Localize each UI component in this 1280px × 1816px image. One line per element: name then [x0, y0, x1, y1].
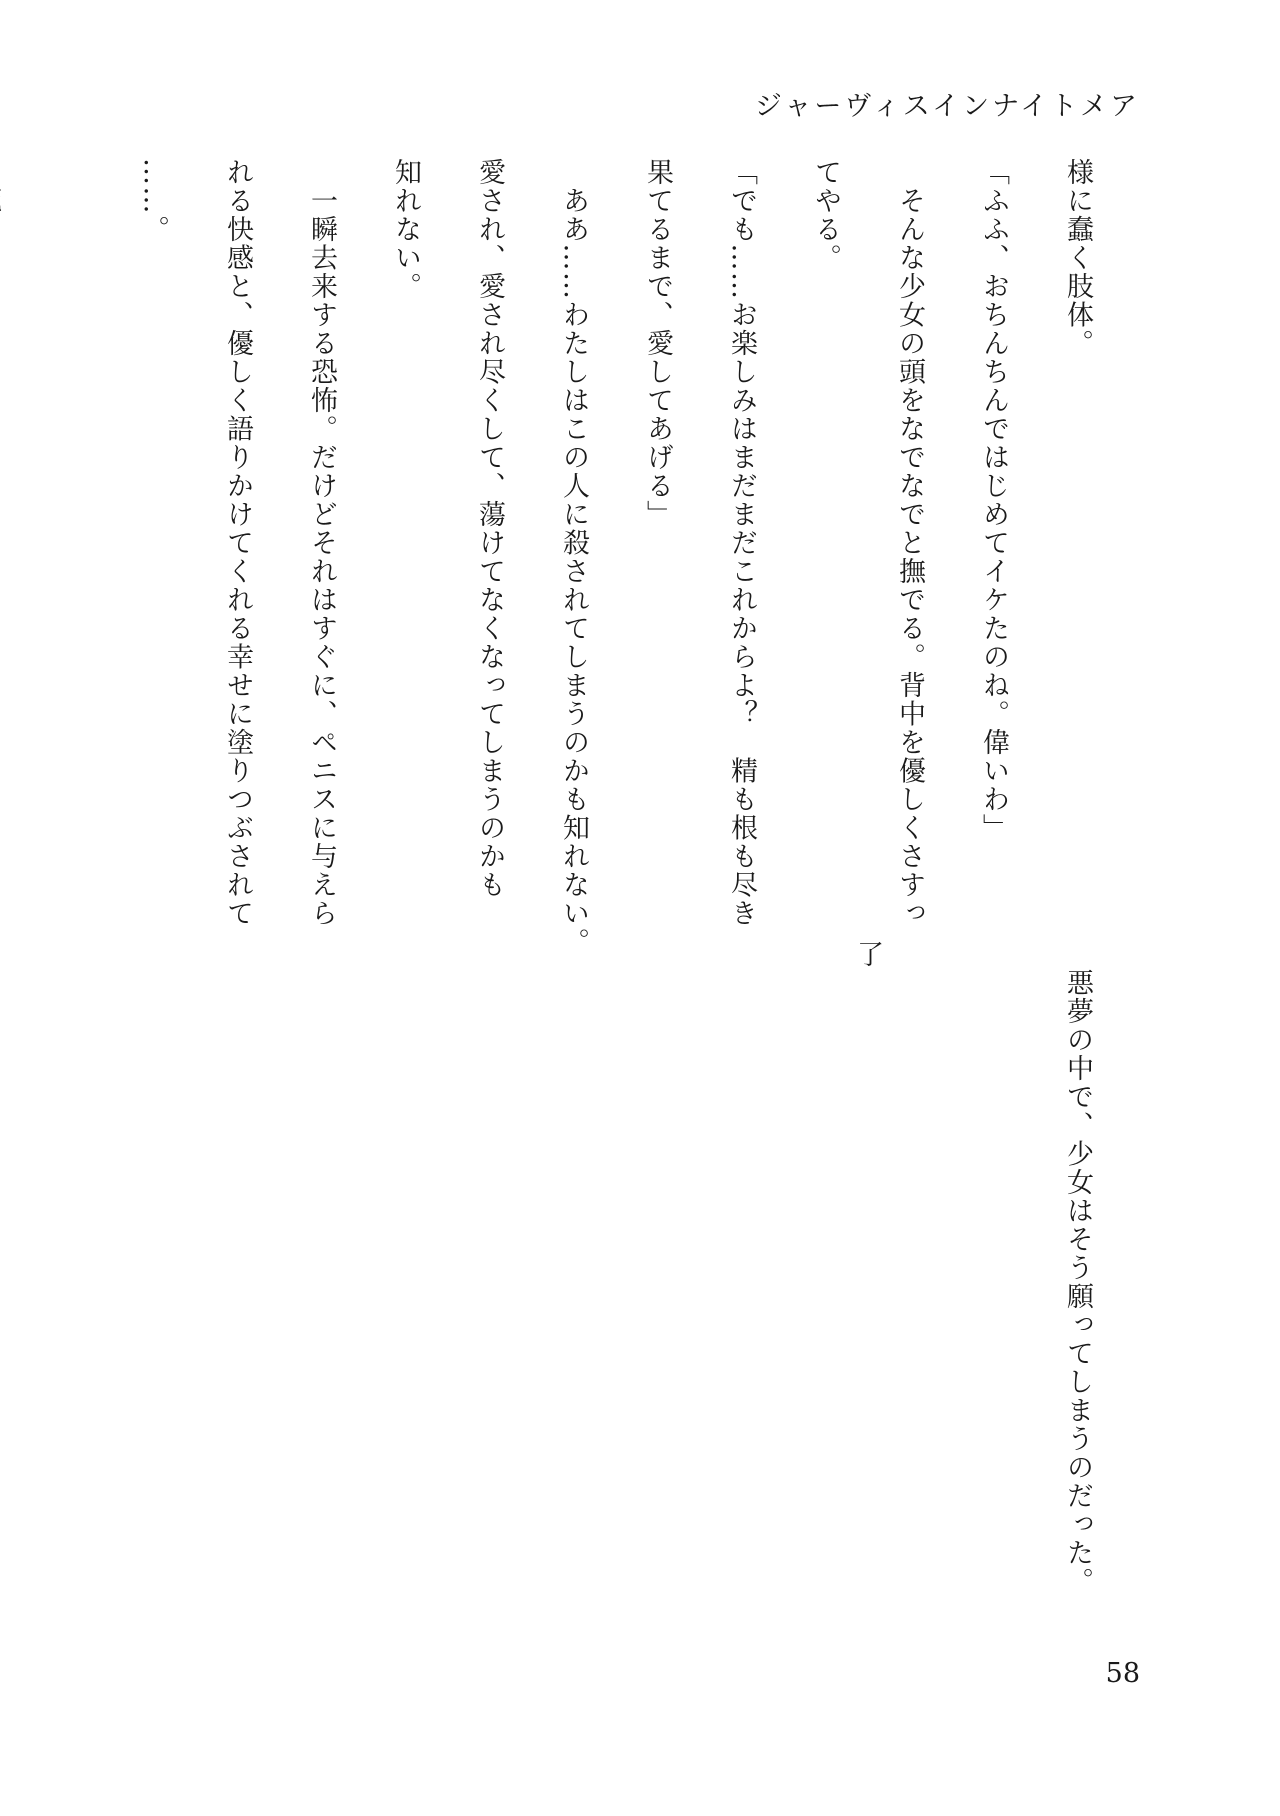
text-line: 果てるまで、愛してあげる」: [642, 158, 673, 529]
vertical-body-text-lower: [140, 940, 1140, 1660]
text-line: そんな少女の頭をなでなでと撫でる。背中を優しくさすっ: [894, 158, 925, 928]
text-line: 一瞬去来する恐怖。だけどそれはすぐに、ペニスに与えら: [306, 158, 337, 928]
text-line: ああ……わたしはこの人に殺されてしまうのかも知れない。: [558, 158, 589, 956]
running-header-title: ジャーヴィスインナイトメア: [754, 91, 1140, 122]
page-number: 58: [1105, 1658, 1140, 1689]
blank-line: [972, 940, 1014, 1660]
text-line: ……。: [138, 158, 169, 244]
text-line: てやる。: [810, 158, 841, 272]
text-line: 知れない。: [390, 158, 421, 301]
blank-line: [48, 158, 90, 1628]
text-line: れる快感と、優しく語りかけてくれる幸せに塗りつぶされて: [222, 158, 253, 928]
text-line: 愛され、愛され尽くして、蕩けてなくなってしまうのかも: [474, 158, 505, 899]
text-line: [0, 158, 6, 1628]
text-line: 「ふふ、おちんちんではじめてイケたのね。偉いわ」: [978, 158, 1009, 842]
text-line: 悪夢の中で、少女はそう願ってしまうのだった。: [1062, 940, 1093, 1596]
text-line: 様に蠢く肢体。: [1062, 158, 1093, 358]
text-line: 「でも……お楽しみはまだまだこれからよ？ 精も根も尽き: [726, 158, 757, 928]
text-line-end-mark: 了: [852, 940, 925, 1653]
